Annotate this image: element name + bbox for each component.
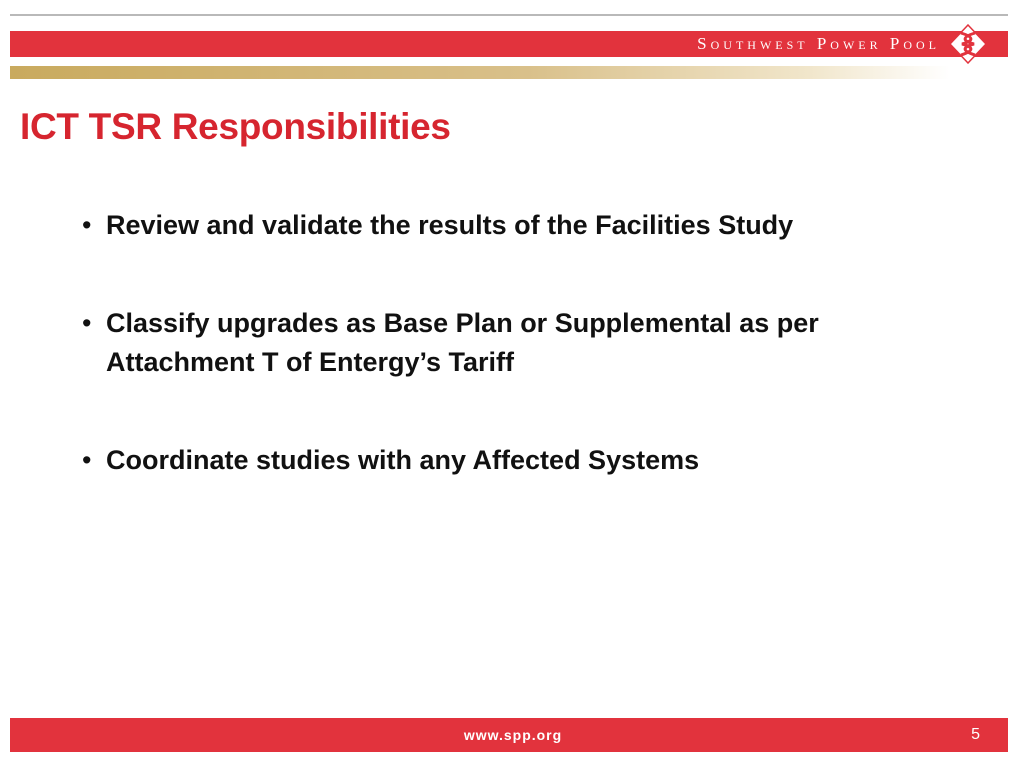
bullet-list	[76, 206, 916, 480]
bullet-dot: •	[82, 210, 92, 240]
bullet-item	[76, 441, 916, 480]
bullet-item	[76, 304, 916, 382]
slide-title: ICT TSR Responsibilities	[20, 106, 451, 147]
page-number: 5	[971, 726, 980, 743]
footer-band	[10, 718, 1008, 752]
brand-name: Southwest Power Pool	[697, 34, 940, 53]
bullet-text: Coordinate studies with any Affected Systems	[106, 445, 700, 475]
bullet-item	[76, 206, 916, 245]
bullet-text: Review and validate the results of the Facilities Study	[106, 210, 794, 240]
bullet-dot: •	[82, 308, 92, 338]
bullet-dot: •	[82, 445, 92, 475]
top-divider	[10, 14, 1008, 16]
header-gold-band	[10, 66, 950, 79]
footer-url: www.spp.org	[463, 727, 563, 743]
bullet-text: Classify upgrades as Base Plan or Supplemental as per Attachment T of Entergy’s Tariff	[106, 308, 819, 377]
spp-emblem-icon	[948, 24, 988, 64]
